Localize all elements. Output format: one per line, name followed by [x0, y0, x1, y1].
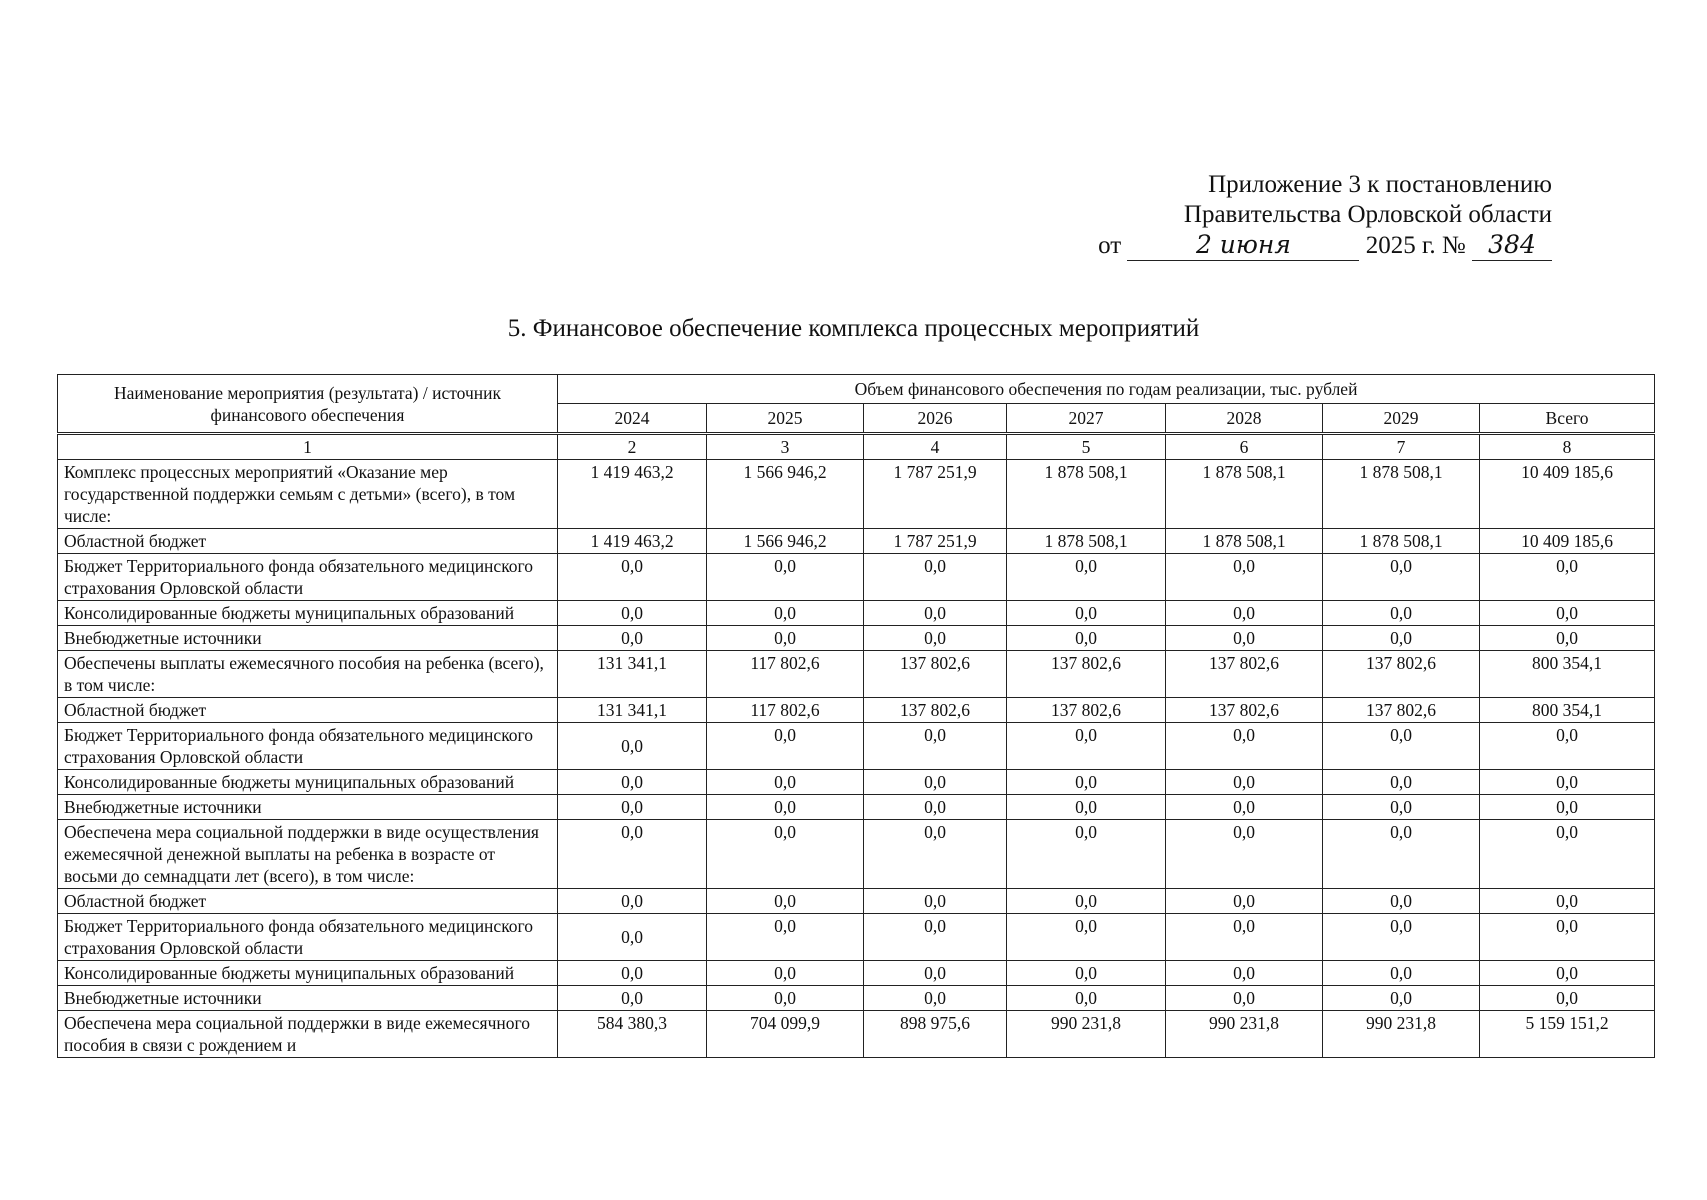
- value-cell: 0,0: [1007, 554, 1166, 601]
- column-number: 1: [58, 434, 558, 460]
- value-cell: 0,0: [1166, 820, 1323, 889]
- value-cell: 0,0: [558, 554, 707, 601]
- value-cell: 0,0: [864, 795, 1007, 820]
- row-name: Внебюджетные источники: [58, 795, 558, 820]
- value-cell: 0,0: [558, 889, 707, 914]
- column-number: 8: [1480, 434, 1655, 460]
- table-row: [58, 723, 1655, 770]
- value-cell: 990 231,8: [1166, 1011, 1323, 1058]
- row-name: Обеспечены выплаты ежемесячного пособия на ребенка (всего), в том числе:: [58, 651, 558, 698]
- value-cell: 137 802,6: [1007, 698, 1166, 723]
- value-cell: 1 878 508,1: [1323, 529, 1480, 554]
- value-cell: 0,0: [707, 961, 864, 986]
- value-cell: 0,0: [864, 626, 1007, 651]
- appendix-block: [1032, 170, 1552, 261]
- value-cell: 0,0: [1007, 986, 1166, 1011]
- table-row: [58, 770, 1655, 795]
- value-cell: 0,0: [1323, 770, 1480, 795]
- value-cell: 898 975,6: [864, 1011, 1007, 1058]
- value-cell: 0,0: [1007, 770, 1166, 795]
- value-cell: 0,0: [864, 820, 1007, 889]
- value-cell: 0,0: [1007, 795, 1166, 820]
- value-cell: 117 802,6: [707, 651, 864, 698]
- column-number: 2: [558, 434, 707, 460]
- value-cell: 0,0: [707, 914, 864, 961]
- value-cell: 117 802,6: [707, 698, 864, 723]
- value-cell: 10 409 185,6: [1480, 529, 1655, 554]
- value-cell: 137 802,6: [1323, 698, 1480, 723]
- value-cell: 0,0: [1323, 601, 1480, 626]
- value-cell: 0,0: [1323, 889, 1480, 914]
- table-row: [58, 626, 1655, 651]
- column-number: 3: [707, 434, 864, 460]
- value-cell: 0,0: [1166, 889, 1323, 914]
- value-cell: 990 231,8: [1007, 1011, 1166, 1058]
- value-cell: 1 878 508,1: [1007, 460, 1166, 529]
- appendix-date-line: [1032, 230, 1552, 261]
- value-cell: 0,0: [1007, 723, 1166, 770]
- header-name: Наименование мероприятия (результата) / источник финансового обеспечения: [58, 375, 558, 434]
- row-name: Внебюджетные источники: [58, 986, 558, 1011]
- value-cell: 0,0: [864, 961, 1007, 986]
- value-cell: 131 341,1: [558, 651, 707, 698]
- table-header: [58, 375, 1655, 434]
- value-cell: 0,0: [1323, 554, 1480, 601]
- value-cell: 0,0: [1166, 914, 1323, 961]
- value-cell: 0,0: [1166, 601, 1323, 626]
- table-row: [58, 601, 1655, 626]
- row-name: Областной бюджет: [58, 889, 558, 914]
- value-cell: 0,0: [1166, 795, 1323, 820]
- value-cell: 5 159 151,2: [1480, 1011, 1655, 1058]
- section-title: 5. Финансовое обеспечение комплекса процессных мероприятий: [507, 315, 1200, 342]
- year-header: 2028: [1166, 404, 1323, 434]
- value-cell: 584 380,3: [558, 1011, 707, 1058]
- financing-table: [57, 374, 1655, 1058]
- year-header: 2024: [558, 404, 707, 434]
- handwritten-date: 2 июня: [1127, 230, 1359, 261]
- value-cell: 0,0: [1166, 626, 1323, 651]
- column-number-row: [58, 434, 1655, 460]
- column-number: 5: [1007, 434, 1166, 460]
- value-cell: 0,0: [707, 986, 864, 1011]
- value-cell: 0,0: [1480, 723, 1655, 770]
- table-row: [58, 820, 1655, 889]
- column-number: 6: [1166, 434, 1323, 460]
- value-cell: 0,0: [864, 601, 1007, 626]
- value-cell: 10 409 185,6: [1480, 460, 1655, 529]
- value-cell: 1 419 463,2: [558, 529, 707, 554]
- value-cell: 137 802,6: [864, 651, 1007, 698]
- value-cell: 0,0: [558, 795, 707, 820]
- value-cell: 0,0: [1166, 770, 1323, 795]
- value-cell: 0,0: [1323, 914, 1480, 961]
- year-header: 2029: [1323, 404, 1480, 434]
- value-cell: 0,0: [864, 889, 1007, 914]
- value-cell: 0,0: [864, 723, 1007, 770]
- appendix-line-1: Приложение 3 к постановлению: [1208, 171, 1552, 198]
- value-cell: 0,0: [864, 986, 1007, 1011]
- value-cell: 0,0: [707, 889, 864, 914]
- column-number: 7: [1323, 434, 1480, 460]
- value-cell: 704 099,9: [707, 1011, 864, 1058]
- value-cell: 0,0: [1480, 554, 1655, 601]
- row-name: Внебюджетные источники: [58, 626, 558, 651]
- appendix-year: 2025 г. №: [1365, 232, 1466, 259]
- table-row: [58, 698, 1655, 723]
- column-number: 4: [864, 434, 1007, 460]
- value-cell: 0,0: [1323, 820, 1480, 889]
- table-row: [58, 1011, 1655, 1058]
- year-header: Всего: [1480, 404, 1655, 434]
- handwritten-number: 384: [1472, 230, 1552, 261]
- row-name: Бюджет Территориального фонда обязательного медицинского страхования Орловской области: [58, 914, 558, 961]
- year-header: 2025: [707, 404, 864, 434]
- value-cell: 0,0: [1323, 626, 1480, 651]
- value-cell: 1 878 508,1: [1166, 460, 1323, 529]
- value-cell: 0,0: [1323, 723, 1480, 770]
- value-cell: 0,0: [1480, 626, 1655, 651]
- value-cell: 1 878 508,1: [1166, 529, 1323, 554]
- value-cell: 0,0: [1007, 889, 1166, 914]
- value-cell: 0,0: [1323, 986, 1480, 1011]
- value-cell: 131 341,1: [558, 698, 707, 723]
- row-name: Консолидированные бюджеты муниципальных образований: [58, 770, 558, 795]
- table-row: [58, 529, 1655, 554]
- row-name: Обеспечена мера социальной поддержки в виде ежемесячного пособия в связи с рождением и: [58, 1011, 558, 1058]
- value-cell: 0,0: [558, 770, 707, 795]
- table-row: [58, 554, 1655, 601]
- value-cell: 0,0: [1007, 914, 1166, 961]
- year-header: 2026: [864, 404, 1007, 434]
- value-cell: 0,0: [1323, 961, 1480, 986]
- value-cell: 1 787 251,9: [864, 529, 1007, 554]
- value-cell: 0,0: [1480, 889, 1655, 914]
- value-cell: 0,0: [558, 986, 707, 1011]
- value-cell: 0,0: [1007, 626, 1166, 651]
- row-name: Комплекс процессных мероприятий «Оказание мер государственной поддержки семьям с детьми» (всего), в том числе:: [58, 460, 558, 529]
- value-cell: 0,0: [864, 554, 1007, 601]
- value-cell: 0,0: [707, 601, 864, 626]
- value-cell: 0,0: [864, 914, 1007, 961]
- value-cell: 0,0: [1166, 554, 1323, 601]
- value-cell: 0,0: [707, 723, 864, 770]
- value-cell: 0,0: [1007, 820, 1166, 889]
- table-row: [58, 795, 1655, 820]
- value-cell: 137 802,6: [1323, 651, 1480, 698]
- value-cell: 137 802,6: [1007, 651, 1166, 698]
- value-cell: 0,0: [1480, 795, 1655, 820]
- value-cell: 0,0: [707, 795, 864, 820]
- value-cell: 990 231,8: [1323, 1011, 1480, 1058]
- value-cell: 1 787 251,9: [864, 460, 1007, 529]
- value-cell: 1 878 508,1: [1007, 529, 1166, 554]
- table-row: [58, 651, 1655, 698]
- row-name: Областной бюджет: [58, 529, 558, 554]
- value-cell: 0,0: [1480, 961, 1655, 986]
- appendix-line-2: Правительства Орловской области: [1183, 201, 1552, 228]
- row-name: Бюджет Территориального фонда обязательного медицинского страхования Орловской области: [58, 723, 558, 770]
- table-row: [58, 986, 1655, 1011]
- value-cell: 137 802,6: [1166, 651, 1323, 698]
- value-cell: 0,0: [558, 723, 707, 770]
- table-body: [58, 434, 1655, 1058]
- value-cell: 1 878 508,1: [1323, 460, 1480, 529]
- value-cell: 0,0: [1323, 795, 1480, 820]
- table-row: [58, 889, 1655, 914]
- value-cell: 0,0: [1166, 961, 1323, 986]
- value-cell: 0,0: [558, 601, 707, 626]
- value-cell: 0,0: [558, 820, 707, 889]
- value-cell: 0,0: [1166, 986, 1323, 1011]
- appendix-prefix: от: [1098, 232, 1122, 259]
- value-cell: 0,0: [707, 820, 864, 889]
- value-cell: 0,0: [558, 961, 707, 986]
- value-cell: 0,0: [558, 914, 707, 961]
- value-cell: 0,0: [707, 554, 864, 601]
- value-cell: 800 354,1: [1480, 651, 1655, 698]
- value-cell: 0,0: [1480, 914, 1655, 961]
- year-header: 2027: [1007, 404, 1166, 434]
- header-volume: Объем финансового обеспечения по годам реализации, тыс. рублей: [558, 375, 1655, 404]
- value-cell: 0,0: [707, 770, 864, 795]
- value-cell: 1 566 946,2: [707, 460, 864, 529]
- row-name: Областной бюджет: [58, 698, 558, 723]
- row-name: Бюджет Территориального фонда обязательного медицинского страхования Орловской области: [58, 554, 558, 601]
- value-cell: 1 566 946,2: [707, 529, 864, 554]
- value-cell: 137 802,6: [864, 698, 1007, 723]
- value-cell: 0,0: [1166, 723, 1323, 770]
- table-row: [58, 961, 1655, 986]
- row-name: Консолидированные бюджеты муниципальных образований: [58, 601, 558, 626]
- value-cell: 0,0: [1480, 986, 1655, 1011]
- value-cell: 0,0: [558, 626, 707, 651]
- value-cell: 137 802,6: [1166, 698, 1323, 723]
- value-cell: 1 419 463,2: [558, 460, 707, 529]
- value-cell: 800 354,1: [1480, 698, 1655, 723]
- value-cell: 0,0: [1480, 820, 1655, 889]
- value-cell: 0,0: [1480, 770, 1655, 795]
- value-cell: 0,0: [1007, 601, 1166, 626]
- value-cell: 0,0: [864, 770, 1007, 795]
- value-cell: 0,0: [707, 626, 864, 651]
- table-row: [58, 914, 1655, 961]
- row-name: Обеспечена мера социальной поддержки в виде осуществления ежемесячной денежной выплаты на ребенка в возрасте от восьми до семнадцати лет (всего), в том числе:: [58, 820, 558, 889]
- value-cell: 0,0: [1007, 961, 1166, 986]
- value-cell: 0,0: [1480, 601, 1655, 626]
- row-name: Консолидированные бюджеты муниципальных образований: [58, 961, 558, 986]
- table-row: [58, 460, 1655, 529]
